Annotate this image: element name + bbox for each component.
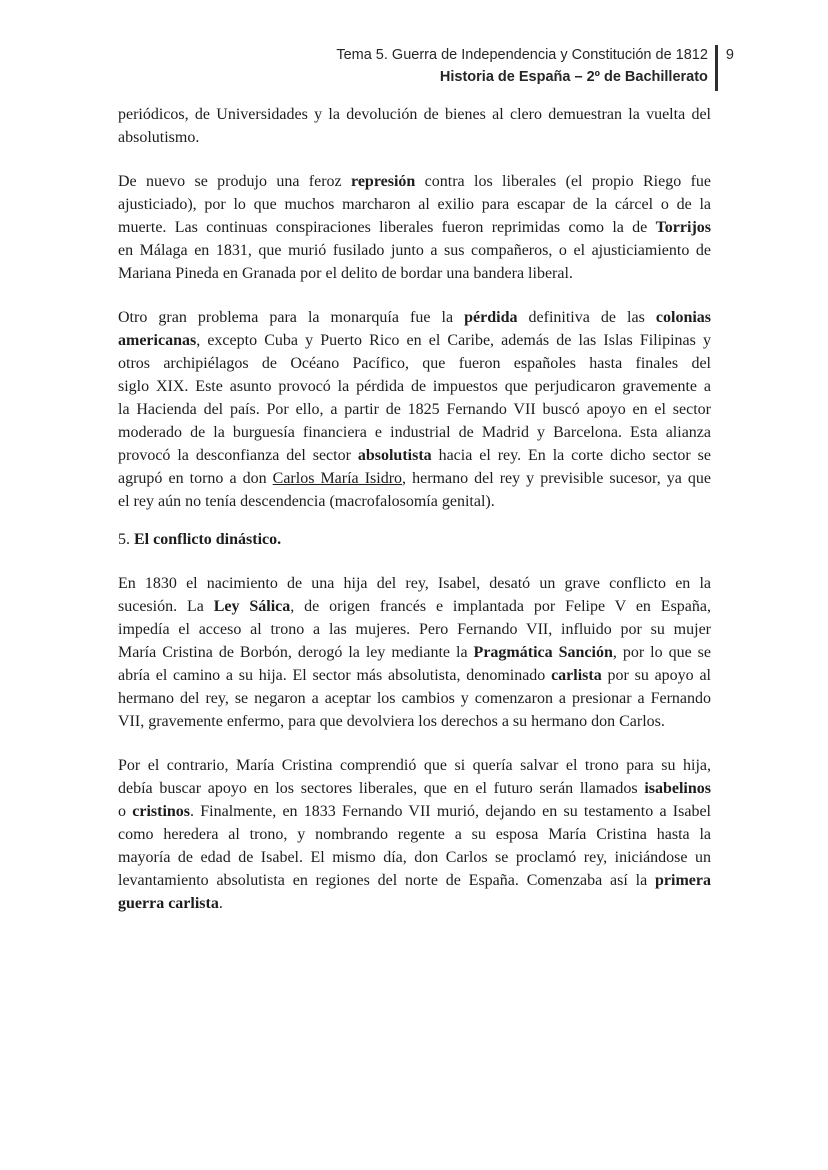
section-heading xyxy=(118,528,711,551)
text-run: definitiva de las xyxy=(517,309,656,326)
text-line xyxy=(118,329,711,352)
text-run: el rey aún no tenía descendencia (macrofalosomía genital). xyxy=(118,493,495,510)
text-line xyxy=(118,239,711,262)
text-line xyxy=(118,421,711,444)
text-run: De nuevo se produjo una feroz xyxy=(118,173,352,190)
text-run: María Cristina de Borbón, derogó la ley mediante la xyxy=(118,644,474,661)
text-run: otros archipiélagos de Océano Pacífico, que fueron españoles hasta finales del xyxy=(118,355,711,372)
text-line xyxy=(118,892,711,915)
text-line xyxy=(118,398,711,421)
text-line xyxy=(118,618,711,641)
text-line xyxy=(118,193,711,216)
text-run: hermano del rey, se negaron a aceptar los cambios y comenzaron a presionar a Fernando xyxy=(118,690,711,707)
text-line xyxy=(118,800,711,823)
text-run: impedía el acceso al trono a las mujeres. Pero Fernando VII, influido por su mujer xyxy=(118,621,711,638)
text-run: muerte. Las continuas conspiraciones liberales fueron reprimidas como la de xyxy=(118,219,656,236)
paragraph xyxy=(118,572,711,733)
text-run: Otro gran problema para la monarquía fue la xyxy=(118,309,465,326)
page-number: 9 xyxy=(725,47,734,63)
bold-text: represión xyxy=(351,173,416,190)
text-run: . xyxy=(218,895,223,912)
text-run: mayoría de edad de Isabel. El mismo día, don Carlos se proclamó rey, iniciándose un xyxy=(118,849,711,866)
text-line xyxy=(118,352,711,375)
text-run: o xyxy=(118,803,133,820)
text-line xyxy=(118,490,711,513)
bold-text: isabelinos xyxy=(644,780,711,797)
bold-text: cristinos xyxy=(132,803,191,820)
text-line xyxy=(118,687,711,710)
text-run: Por el contrario, María Cristina comprendió que si quería salvar el trono para su hija, xyxy=(118,757,711,774)
text-line xyxy=(118,710,711,733)
text-run: Mariana Pineda en Granada por el delito de bordar una bandera liberal. xyxy=(118,265,573,282)
text-run: , de origen francés e implantada por Felipe V en España, xyxy=(290,598,711,615)
bold-text: Torrijos xyxy=(655,219,711,236)
text-line xyxy=(118,467,711,490)
text-run: siglo XIX. Este asunto provocó la pérdida de impuestos que perjudicaron gravemente a xyxy=(118,378,711,395)
paragraph xyxy=(118,170,711,285)
text-run: , hermano del rey y previsible sucesor, ya que xyxy=(402,470,712,487)
text-run: 5. xyxy=(118,531,134,548)
text-run: agrupó en torno a don xyxy=(118,470,273,487)
text-run: absolutismo. xyxy=(118,129,200,146)
text-run: moderado de la burguesía financiera e industrial de Madrid y Barcelona. Esta alianza xyxy=(118,424,711,441)
text-run: , por lo que se xyxy=(612,644,711,661)
text-run: por su apoyo al xyxy=(601,667,711,684)
text-run: la Hacienda del país. Por ello, a partir de 1825 Fernando VII buscó apoyo en el sector xyxy=(118,401,711,418)
header-course-topic: Tema 5. Guerra de Independencia y Constitución de 1812 xyxy=(336,47,708,63)
text-run: ajusticiado), por lo que muchos marcharon al exilio para escapar de la cárcel o de la xyxy=(118,196,711,213)
document-body xyxy=(118,103,711,936)
text-run: hacia el rey. En la corte dicho sector se xyxy=(431,447,711,464)
bold-text: Pragmática Sanción xyxy=(473,644,613,661)
bold-text: primera xyxy=(655,872,711,889)
text-line xyxy=(118,170,711,193)
bold-text: guerra carlista xyxy=(118,895,219,912)
text-run: . Finalmente, en 1833 Fernando VII murió, dejando en su testamento a Isabel xyxy=(190,803,712,820)
text-line xyxy=(118,595,711,618)
text-line xyxy=(118,754,711,777)
text-run: provocó la desconfianza del sector xyxy=(118,447,358,464)
text-line xyxy=(118,375,711,398)
text-line xyxy=(118,823,711,846)
underlined-text: Carlos María Isidro xyxy=(272,470,403,487)
text-line xyxy=(118,869,711,892)
text-line xyxy=(118,444,711,467)
text-run: contra los liberales (el propio Riego fue xyxy=(415,173,712,190)
bold-text: absolutista xyxy=(357,447,432,464)
text-line xyxy=(118,262,711,285)
text-line xyxy=(118,846,711,869)
header-divider-rule xyxy=(715,45,718,91)
text-run: abría el camino a su hija. El sector más absolutista, denominado xyxy=(118,667,552,684)
text-run: , excepto Cuba y Puerto Rico en el Caribe, además de las Islas Filipinas y xyxy=(196,332,711,349)
text-line xyxy=(118,572,711,595)
text-line xyxy=(118,216,711,239)
paragraph xyxy=(118,103,711,149)
bold-text: El conflicto dinástico. xyxy=(134,531,282,548)
text-line xyxy=(118,103,711,126)
text-line xyxy=(118,126,711,149)
text-run: En 1830 el nacimiento de una hija del rey, Isabel, desató un grave conflicto en la xyxy=(118,575,711,592)
bold-text: pérdida xyxy=(464,309,518,326)
paragraph xyxy=(118,754,711,915)
text-run: debía buscar apoyo en los sectores liberales, que en el futuro serán llamados xyxy=(118,780,645,797)
header-title xyxy=(336,44,708,88)
header-course-name: Historia de España – 2º de Bachillerato xyxy=(439,69,708,85)
bold-text: Ley Sálica xyxy=(213,598,291,615)
text-run: periódicos, de Universidades y la devolución de bienes al clero demuestran la vuelta del xyxy=(118,106,711,123)
text-run: como heredera al trono, y nombrando regente a su esposa María Cristina hasta la xyxy=(118,826,711,843)
bold-text: americanas xyxy=(118,332,197,349)
bold-text: colonias xyxy=(655,309,712,326)
text-run: sucesión. La xyxy=(118,598,214,615)
text-line xyxy=(118,777,711,800)
paragraph xyxy=(118,306,711,513)
text-line xyxy=(118,306,711,329)
page-header xyxy=(0,44,828,91)
text-line xyxy=(118,528,711,551)
bold-text: carlista xyxy=(551,667,602,684)
text-line xyxy=(118,641,711,664)
text-run: VII, gravemente enfermo, para que devolviera los derechos a su hermano don Carlos. xyxy=(118,713,665,730)
text-run: levantamiento absolutista en regiones del norte de España. Comenzaba así la xyxy=(118,872,656,889)
text-line xyxy=(118,664,711,687)
text-run: en Málaga en 1831, que murió fusilado junto a sus compañeros, o el ajusticiamiento de xyxy=(118,242,711,259)
